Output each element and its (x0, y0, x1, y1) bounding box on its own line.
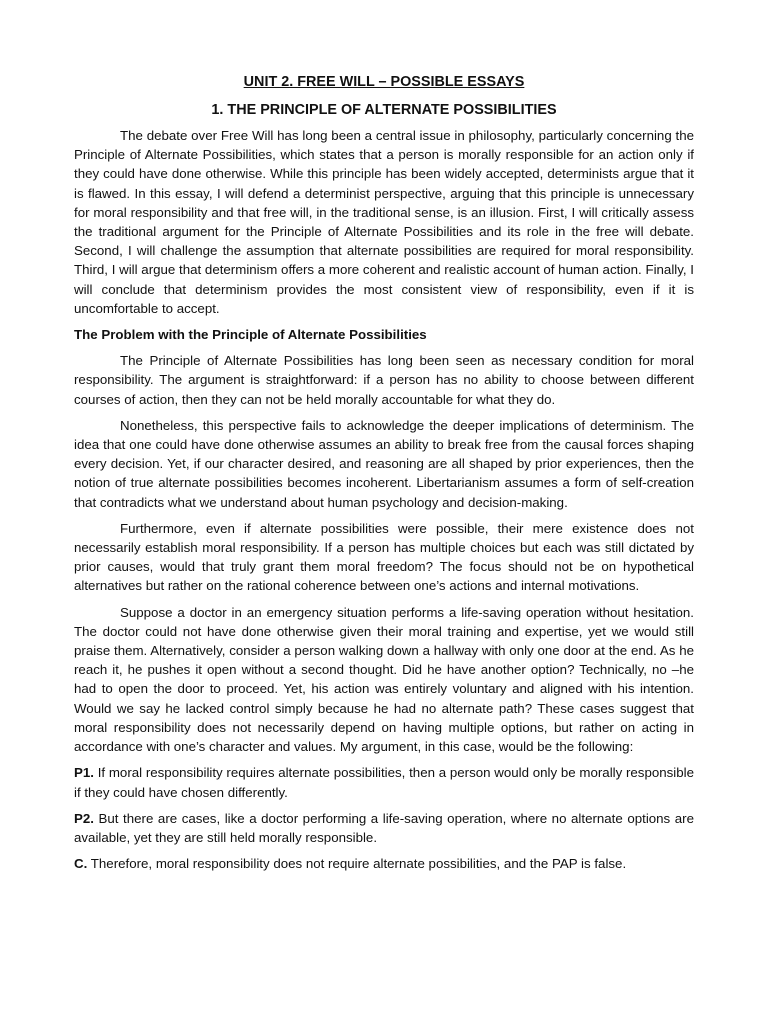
body-paragraph-2: Nonetheless, this perspective fails to acknowledge the deeper implications of determinism. The idea that one could have done otherwise assumes an ability to break free from the causal forces shaping every decision. Yet, if our character desired, and reasoning are all shaped by prior experiences, then the notion of true alternate possibilities becomes incoherent. Libertarianism assumes a form of self-creation that contradicts what we understand about human psychology and decision-making. (74, 417, 694, 510)
intro-paragraph: The debate over Free Will has long been a central issue in philosophy, particularly concerning the Principle of Alternate Possibilities, which states that a person is morally responsible for an action only if they could have done otherwise. While this principle has been widely accepted, determinists argue that it is flawed. In this essay, I will defend a determinist perspective, arguing that this principle is unnecessary for moral responsibility and that free will, in the traditional sense, is an illusion. First, I will critically assess the traditional argument for the Principle of Alternate Possibilities and its role in the free will debate. Second, I will challenge the assumption that alternate possibilities are required for moral responsibility. Third, I will argue that determinism offers a more coherent and realistic account of human action. Finally, I will conclude that determinism provides the most consistent view of responsibility, even if it is uncomfortable to accept. (74, 128, 694, 316)
body-paragraph-1: The Principle of Alternate Possibilities has long been seen as necessary condition for moral responsibility. The argument is straightforward: if a person has no ability to choose between different courses of action, then they can not be held morally accountable for what they do. (74, 353, 694, 407)
conclusion-text: Therefore, moral responsibility does not require alternate possibilities, and the PAP is false. (90, 856, 627, 872)
document-page (74, 72, 694, 880)
subheading: The Problem with the Principle of Alternate Possibilities (74, 327, 427, 343)
body-paragraph-4: Suppose a doctor in an emergency situation performs a life-saving operation without hesitation. The doctor could not have done otherwise given their moral training and expertise, yet we would still praise them. Alternatively, consider a person walking down a hallway with only one door at the end. As he reach it, he pushes it open without a second thought. Did he have another option? Technically, no –he had to open the door to proceed. Yet, his action was entirely voluntary and aligned with his intention. Would we say he lacked control simply because he had no alternate path? These cases suggest that moral responsibility does not necessarily depend on having multiple options, but rather on acting in accordance with one’s character and values. My argument, in this case, would be the following: (74, 604, 694, 755)
premise-1-text: If moral responsibility requires alternate possibilities, then a person would only be morally responsible if they could have chosen differently. (74, 765, 694, 800)
section-title: 1. THE PRINCIPLE OF ALTERNATE POSSIBILITIES (211, 102, 557, 118)
premise-2-text: But there are cases, like a doctor performing a life-saving operation, where no alternate options are available, yet they are still held morally responsible. (74, 810, 694, 845)
premise-2-label: P2. (74, 810, 94, 826)
body-paragraph-3: Furthermore, even if alternate possibilities were possible, their mere existence does not necessarily establish moral responsibility. If a person has multiple choices but each was still dictated by prior causes, would that truly grant them moral freedom? The focus should not be on hypothetical alternatives but rather on the rational coherence between one’s actions and internal motivations. (74, 520, 694, 594)
premise-1 (74, 763, 694, 801)
premise-1-label: P1. (74, 765, 94, 781)
document-title: UNIT 2. FREE WILL – POSSIBLE ESSAYS (243, 74, 525, 90)
conclusion-label: C. (74, 856, 88, 872)
conclusion (74, 854, 694, 873)
premise-2 (74, 809, 694, 847)
